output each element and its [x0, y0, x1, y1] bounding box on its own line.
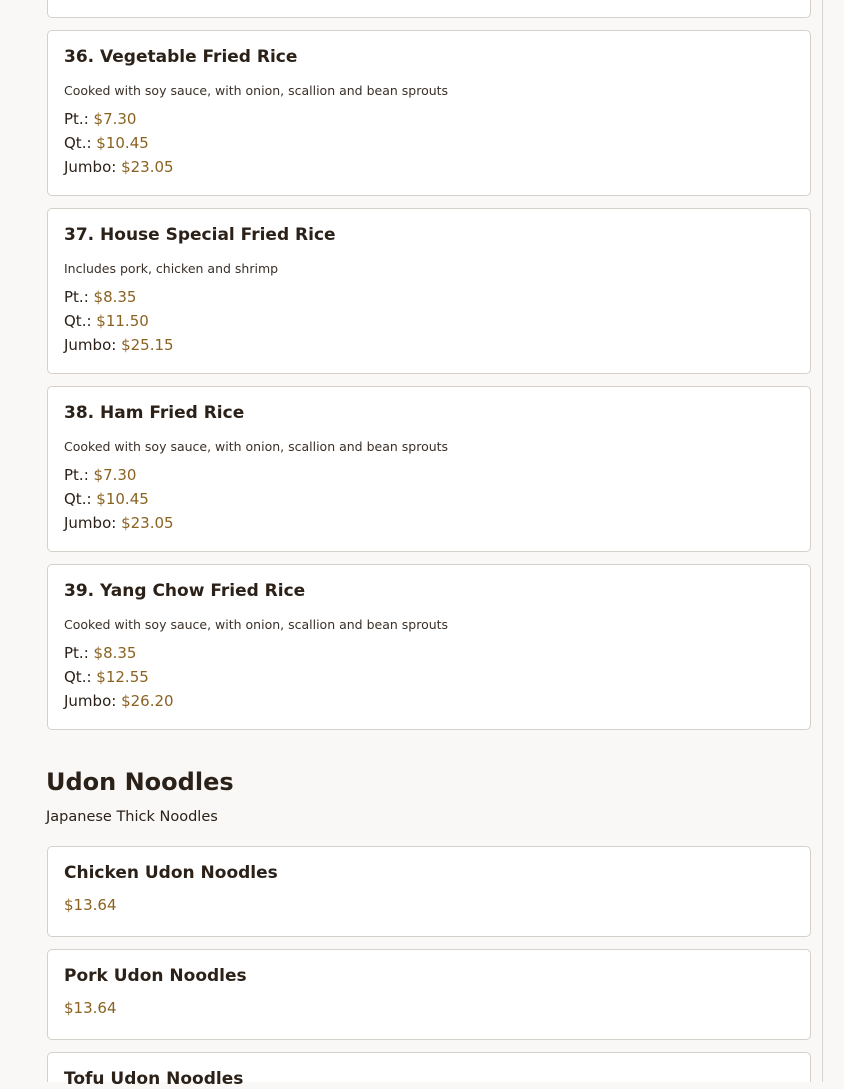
price-quart	[64, 312, 149, 330]
menu-item-title: 37. House Special Fried Rice	[64, 225, 336, 245]
menu-item-description: Includes pork, chicken and shrimp	[64, 261, 279, 276]
price-label: Pt.:	[64, 466, 89, 484]
price-jumbo	[64, 692, 174, 710]
price-value: $7.30	[93, 466, 137, 484]
menu-item-card[interactable]	[47, 208, 811, 374]
price-quart	[64, 490, 149, 508]
price-value: $7.30	[93, 110, 137, 128]
price-value: $25.15	[121, 336, 174, 354]
price-pint	[64, 644, 136, 662]
menu-item-card[interactable]	[47, 564, 811, 730]
section-title: Udon Noodles	[46, 768, 234, 796]
price-jumbo	[64, 336, 174, 354]
price-label: Qt.:	[64, 668, 92, 686]
menu-item-title: 39. Yang Chow Fried Rice	[64, 581, 306, 601]
price-value: $11.50	[96, 312, 149, 330]
menu-item-description: Cooked with soy sauce, with onion, scallion and bean sprouts	[64, 83, 449, 98]
price-label: Jumbo:	[64, 158, 117, 176]
price-quart	[64, 134, 149, 152]
price-jumbo	[64, 158, 174, 176]
price-value: $12.55	[96, 668, 149, 686]
price-label: Qt.:	[64, 312, 92, 330]
price-label: Jumbo:	[64, 692, 117, 710]
menu-item-description: Cooked with soy sauce, with onion, scallion and bean sprouts	[64, 617, 449, 632]
menu-item-description: Cooked with soy sauce, with onion, scallion and bean sprouts	[64, 439, 449, 454]
price-label: Qt.:	[64, 490, 92, 508]
price-label: Jumbo:	[64, 514, 117, 532]
menu-item-title: 38. Ham Fried Rice	[64, 403, 245, 423]
menu-item-card[interactable]	[47, 846, 811, 937]
menu-item-title: 36. Vegetable Fried Rice	[64, 47, 298, 67]
menu-item-title: Chicken Udon Noodles	[64, 863, 278, 883]
menu-item-card-partial[interactable]	[47, 0, 811, 18]
price-value: $8.35	[93, 644, 137, 662]
price-value: $10.45	[96, 490, 149, 508]
price-value: $23.05	[121, 158, 174, 176]
menu-item-card[interactable]	[47, 30, 811, 196]
price-label: Pt.:	[64, 288, 89, 306]
menu-item-card[interactable]	[47, 949, 811, 1040]
price-pint	[64, 466, 136, 484]
price-value: $26.20	[121, 692, 174, 710]
price-quart	[64, 668, 149, 686]
menu-item-card[interactable]	[47, 386, 811, 552]
price-value: $10.45	[96, 134, 149, 152]
price-jumbo	[64, 514, 174, 532]
menu-item-title: Tofu Udon Noodles	[64, 1069, 244, 1089]
price-label: Pt.:	[64, 110, 89, 128]
menu-item-price: $13.64	[64, 999, 117, 1017]
price-label: Pt.:	[64, 644, 89, 662]
menu-item-card[interactable]	[47, 1052, 811, 1089]
menu-item-price: $13.64	[64, 896, 117, 914]
price-value: $23.05	[121, 514, 174, 532]
price-pint	[64, 110, 136, 128]
price-pint	[64, 288, 136, 306]
price-label: Jumbo:	[64, 336, 117, 354]
price-label: Qt.:	[64, 134, 92, 152]
section-subtitle: Japanese Thick Noodles	[46, 809, 218, 825]
menu-item-title: Pork Udon Noodles	[64, 966, 247, 986]
price-value: $8.35	[93, 288, 137, 306]
